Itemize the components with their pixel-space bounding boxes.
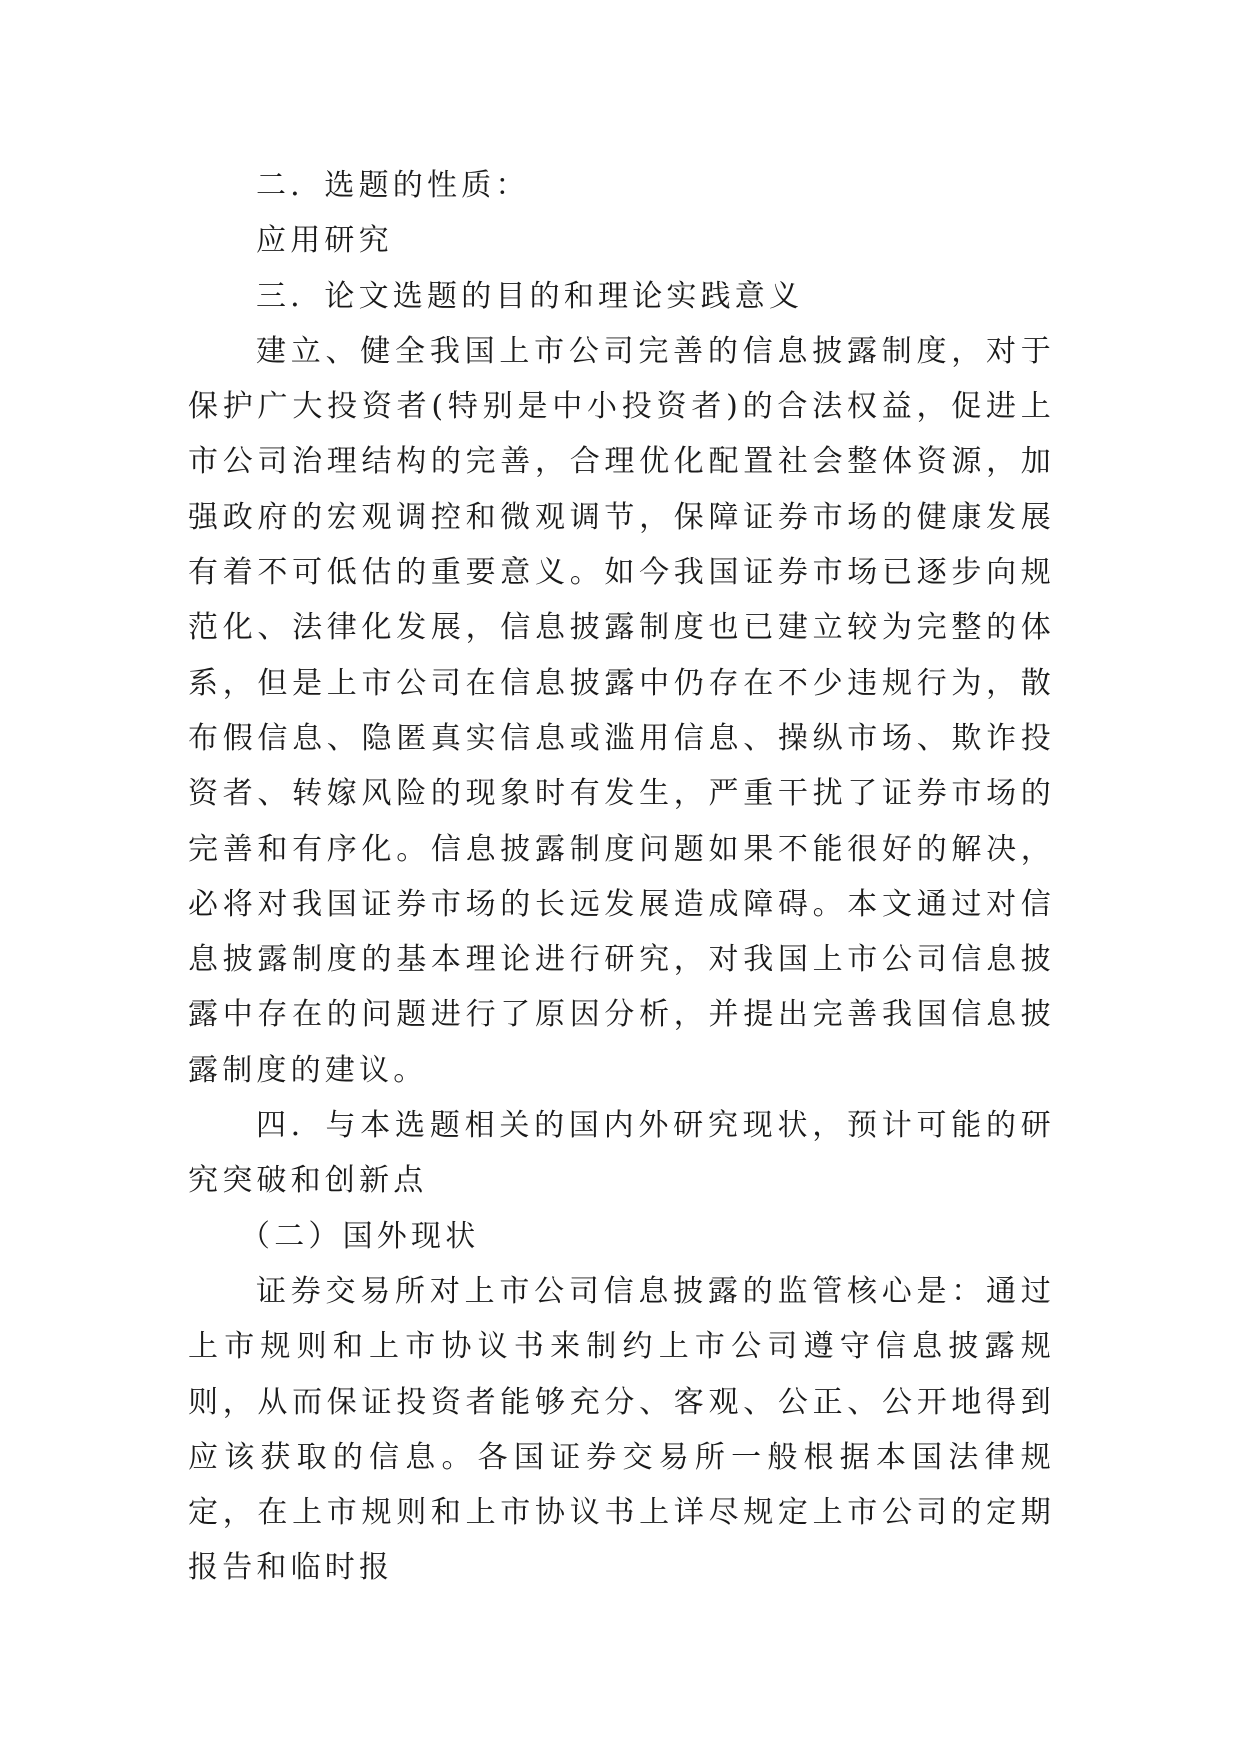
nature-value: 应用研究 xyxy=(256,223,393,259)
section-heading-purpose: 三．论文选题的目的和理论实践意义 xyxy=(256,278,804,314)
section-heading-nature: 二．选题的性质： xyxy=(256,168,530,203)
purpose-paragraph: 建立、健全我国上市公司完善的信息披露制度，对于保护广大投资者(特别是中小投资者)的合法权益，促进上市公司治理结构的完善，合理优化配置社会整体资源，加强政府的宏观调控和微观调节，保障证券市场的健康发展有着不可低估的重要意义。如今我国证券市场已逐步向规范化、法律化发展，信息披露制度也已建立较为完整的体系，但是上市公司在信息披露中仍存在不少违规行为，散布假信息、隐匿真实信息或滥用信息、操纵市场、欺诈投资者、转嫁风险的现象时有发生，严重干扰了证券市场的完善和有序化。信息披露制度问题如果不能很好的解决，必将对我国证券市场的长远发展造成障碍。本文通过对信息披露制度的基本理论进行研究，对我国上市公司信息披露中存在的问题进行了原因分析，并提出完善我国信息披露制度的建议。 xyxy=(188,333,1055,1088)
section-heading-research-status: 四．与本选题相关的国内外研究现状，预计可能的研究突破和创新点 xyxy=(188,1108,1055,1199)
subsection-heading-foreign-status: （二）国外现状 xyxy=(240,1218,480,1254)
document-body xyxy=(188,158,1055,1596)
foreign-status-paragraph: 证券交易所对上市公司信息披露的监管核心是：通过上市规则和上市协议书来制约上市公司遵守信息披露规则，从而保证投资者能够充分、客观、公正、公开地得到应该获取的信息。各国证券交易所一般根据本国法律规定，在上市规则和上市协议书上详尽规定上市公司的定期报告和临时报 xyxy=(188,1273,1055,1586)
